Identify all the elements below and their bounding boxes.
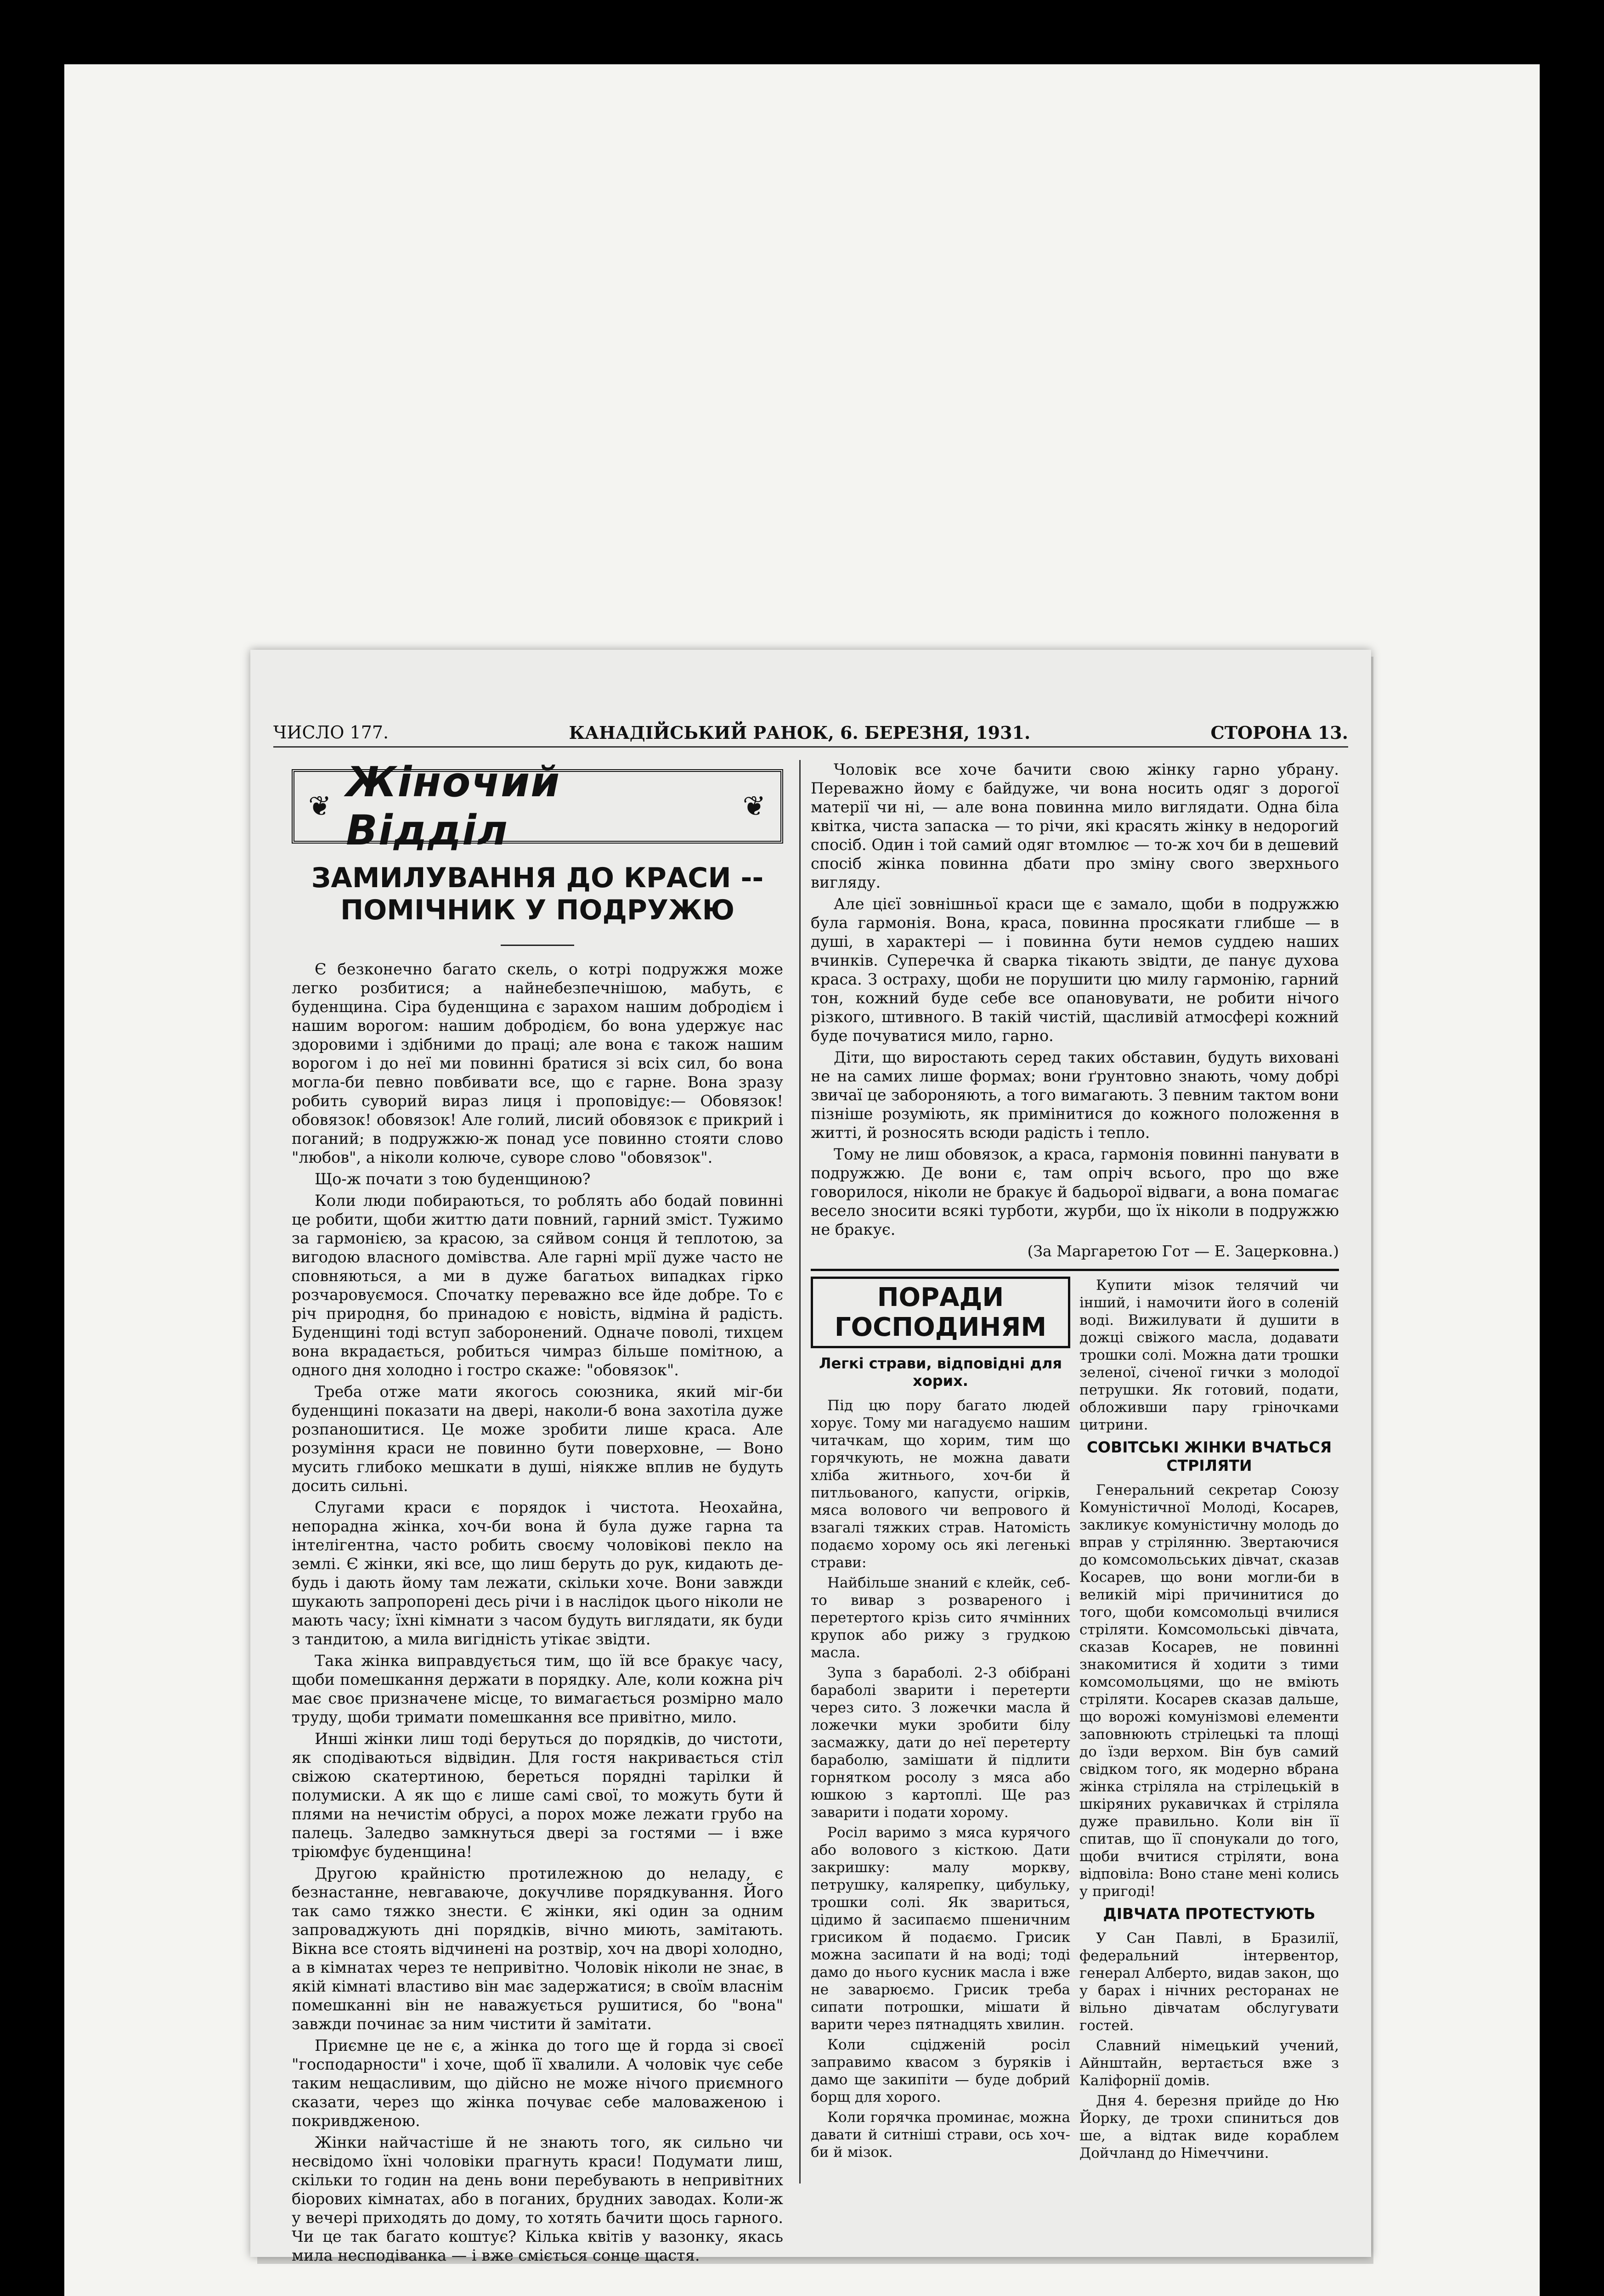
news-paragraph: Славний німецький учений, Айнштайн, вертається вже з Каліфорнії домів. <box>1079 2037 1339 2089</box>
article-paragraph: Що-ж почати з тою буденщиною? <box>315 1170 591 1188</box>
article-paragraph: Коли люди побираються, то роблять або бодай повинні це робити, щоби життю дати повний, гарний зміст. Тужимо за гармонією, за красою, за сяйвом сонця й теплотою, за вигодою власного домівства. Але гарні мрії дуже часто не сповняються, а ми в дуже багатьох випадках гірко розчаровуємося. Спочатку переважно все йде добре. То є річ природня, бо принадою є новість, відміна й радість. Буденщині тоді вступ заборонений. Одначе поволі, тихцем вона вкрадається, робиться чимраз більше помітною, а одного дня холодно і гостро скаже: "обовязок". <box>292 1192 783 1379</box>
article-paragraph: Діти, що виростають серед таких обставин, будуть виховані не на самих лише формах; вони ґрунтовно знають, чому добрі звичаї це забороняють, а того вимагають. З певним тактом вони пізніше розуміють, як примінитися до кожного положення в житті, й розносять всюди радість і тепло. <box>811 1048 1339 1142</box>
right-column <box>811 760 1339 2165</box>
section-divider <box>811 1269 1339 1271</box>
section-banner-title: Жіночий Відділ <box>346 758 561 855</box>
page-number: СТОРОНА 13. <box>1210 722 1348 743</box>
news-paragraph: Дня 4. березня прийде до Ню Йорку, де трохи спиниться дов ше, а відтак виде кораблем Дойчланд до Німеччини. <box>1079 2093 1339 2161</box>
newspaper-page <box>250 650 1371 2264</box>
article-title: ЗАМИЛУВАННЯ ДО КРАСИ -- ПОМІЧНИК У ПОДРУЖЮ <box>311 862 764 926</box>
paper-dateline: КАНАДІЙСЬКИЙ РАНОК, 6. БЕРЕЗНЯ, 1931. <box>569 722 1031 743</box>
advice-paragraph: Коли сцідженій росіл заправимо квасом з буряків і дамо ще закипіти — буде добрий борщ для хорого. <box>811 2037 1070 2105</box>
issue-number: ЧИСЛО 177. <box>273 722 389 743</box>
running-header <box>273 719 1348 748</box>
advice-paragraph: Купити мізок телячий чи інший, і намочити його в соленій воді. Вижилувати й душити в дожці свіжого масла, додавати трошки солі. Можна дати трошки зеленої, січеної гички з молодої петрушки. Як готовий, подати, обложивши пару гріночками цитрини. <box>1079 1277 1339 1433</box>
article-paragraph: Але цієї зовнішньої краси ще є замало, щоби в подружжю була гармонія. Вона, краса, повинна просякати глибше — в душі, в характері — і повинна бути немов суддею наших вчинків. Суперечка й сварка тікають звідти, де панує духова краса. З остраху, щоби не порушити цю милу гармонію, гарний тон, кожний буде себе все опановувати, не робити нічого різкого, штивного. В такій чистій, щасливій атмосфері кожний буде почуватися мило, гарно. <box>811 895 1339 1045</box>
article-signature: (За Маргаретою Гот — Е. Зацерковна.) <box>1027 1242 1339 1260</box>
article-paragraph: Чоловік все хоче бачити свою жінку гарно убрану. Переважно йому є байдуже, чи вона носить одяг з дорогої матерії чи ні, — але вона повинна мило виглядати. Одна біла квітка, чиста запаска — то річи, які красять жінку в недорогий спосіб. Один і той самий одяг втомлює — то-ж хоч би в дешевий спосіб жінка повинна дбати про зміну свого зверхнього вигляду. <box>811 760 1339 891</box>
advice-paragraph: Росіл варимо з мяса курячого або волового з кісткою. Дати закришку: малу моркву, петрушку, калярепку, цибульку, трошки солі. Як звариться, цідимо й засипаємо пшеничним грисиком й подаємо. Грисик можна засипати й на воді; тоді дамо до нього кусник масла і вже не заварюємо. Грисик треба сипати потрошки, мішати й варити через пятнадцять хвилин. <box>811 1824 1070 2033</box>
article-paragraph: Така жінка виправдується тим, що їй все бракує часу, щоби помешкання держати в порядку. Але, коли кожна річ має своє призначене місце, то вимагається розмірно мало труду, щоби тримати помешкання все привітно, мило. <box>292 1652 783 1726</box>
article-paragraph: Треба отже мати якогось союзника, який міг-би буденщині показати на двері, наколи-б вона захотіла дуже розпаношитися. Це може зробити лише краса. Але розуміння краси не повинно бути поверховне, — Воно мусить глибоко мешкати в душі, ніякже вплив не будуть досить сильні. <box>292 1383 783 1495</box>
article-paragraph: Жінки найчастіше й не знають того, як сильно чи несвідомо їхні чоловіки прагнуть краси! Подумати лиш, скільки то годин на день вони перебувають в непривітних біорових кімнатах, або в поганих, брудних заводах. Коли-ж у вечері приходять до дому, то хотять бачити щось гарного. Чи це так багато коштує? Кілька квітів у вазонку, якась мила несподіванка — і вже сміється сонце щастя. <box>292 2133 783 2264</box>
advice-paragraph: Найбільше знаний є клейк, себ-то вивар з розвареного і перетертого крізь сито ячмінних крупок або рижу з грудкою масла. <box>811 1575 1070 1661</box>
article-paragraph: Приємне це не є, а жінка до того ще й горда зі своєї "господарности" і хоче, щоб її хвалили. А чоловік чує себе таким нещасливим, що дійсно не може нічого приємного сказати, через що жінка почуває себе маловаженою і покривдженою. <box>292 2037 783 2130</box>
advice-title: ПОРАДИ ГОСПОДИНЯМ <box>811 1277 1070 1348</box>
soviet-women-title: СОВІТСЬКІ ЖІНКИ ВЧАТЬСЯ СТРІЛЯТИ <box>1086 1438 1332 1474</box>
left-column <box>292 758 783 2264</box>
article-paragraph: Инші жінки лиш тоді беруться до порядків, до чистоти, як сподіваються відвідин. Для гостя накривається стіл свіжою скатертиною, береться порядні тарілки й полумиски. А як що є лише самі свої, то можуть бути й плями на нечистім обрусі, а порох може лежати грубо на палець. Заледво замкнуться двері за гостями — і вже тріюмфує буденщина! <box>292 1730 783 1861</box>
column-rule <box>799 760 801 2183</box>
girls-protest-title: ДІВЧАТА ПРОТЕСТУЮТЬ <box>1103 1905 1316 1923</box>
ornament-left-icon: ❦ <box>308 790 333 822</box>
advice-paragraph: Під цю пору багато людей хорує. Тому ми нагадуємо нашим читачкам, що хорим, тим що горячкують, не можна давати хліба житнього, хоч-би й питльованого, капусти, огірків, мяса воловогo чи вепрового й взагалі тяжких страв. Натомість подаємо хорому ось які легенькі страви: <box>811 1397 1070 1571</box>
title-divider <box>501 945 574 946</box>
advice-column <box>811 1277 1070 2165</box>
advice-paragraph: Коли горячка проминає, можна давати й ситніші страви, ось хоч-би й мізок. <box>811 2109 1070 2161</box>
lower-columns <box>811 1277 1339 2165</box>
advice-subtitle: Легкі страви, відповідні для хорих. <box>819 1355 1062 1390</box>
news-paragraph: У Сан Павлі, в Бразилії, федеральний інтервентор, генерал Алберто, видав закон, що у барах і нічних ресторанах не вільно дівчатам обслугувати гостей. <box>1079 1930 1339 2034</box>
advice-paragraph: Зупа з бараболі. 2-3 обібрані бараболі зварити і перетерти через сито. З ложечки масла й ложечки муки зробити білу засмажку, дати до неї перетерту бараболю, замішати й підлити горнятком росолу з мяса або юшкою з картоплі. Ще раз заварити і подати хорому. <box>811 1665 1070 1821</box>
ornament-right-icon: ❦ <box>742 790 767 822</box>
news-paragraph: Генеральний секретар Союзу Комуністичної Молоді, Косарев, закликує комуністичну молодь до вправ у стрілянню. Звертаючися до комсомольських дівчат, сказав Косарев, що вони могли-би в великій мірі причинитися до того, щоби комсомольці вчилися стріляти. Комсомольські дівчата, сказав Косарев, не повинні знакомитися й ходити з тими комсомольцями, що не вміють стріляти. Косарев сказав дальше, що ворожі комунізмові елементи заповнюють стрілецькі та площі до їзди верхом. Він був самий свідком того, як модерно вбрана жінка стріляла на стрілецькій в шкіряних рукавичках й стріляла дуже правильно. Коли він її спитав, що її спонукали до того, щоби вчитися стріляти, вона відповіла: Воно стане мені колись у пригоді! <box>1079 1482 1339 1900</box>
article-paragraph: Тому не лиш обовязок, а краса, гармонія повинні панувати в подружжю. Де вони є, там опріч всього, про що вже говорилося, ніколи не бракує й бадьорої відваги, а вона помагає весело зносити всякі турботи, журби, що їх ніколи в подружжю не бракує. <box>811 1145 1339 1238</box>
article-paragraph: Другою крайністю протилежною до неладу, є безнастанне, невгаваюче, докучливе порядкування. Його так само тяжко знести. Є жінки, які один за одним запроваджують дні порядків, вічно миють, замітають. Вікна все стоять відчинені на розтвір, хоч на дворі холодно, а в кімнатах через те непривітно. Чоловік ніколи не знає, в якій кімнаті властиво він має задержатися; в своїм власнім помешканні він не наважується рушитися, бо "вона" завжди починає за ним чистити й замітати. <box>292 1864 783 2033</box>
section-banner <box>292 758 783 855</box>
article-paragraph: Слугами краси є порядок і чистота. Неохайна, непорадна жінка, хоч-би вона й була дуже гарна та інтелігентна, часто робить своєму чоловікові пекло на землі. Є жінки, які все, що лиш беруть до рук, кидають де-будь і дають йому там лежати, скільки хоче. Вони завжди шукають запропорені десь річи і в наслідок цього ніколи не мають часу; їхні кімнати з часом будуть виглядати, як буди з тандитою, а мила вигідність утікає звідти. <box>292 1498 783 1648</box>
article-paragraph: Є безконечно багато скель, о котрі подружжя може легко розбитися; а найнебезпечнішою, мабуть, є буденщина. Сіра буденщина є зарахом нашим добродієм і нашим ворогом: нашим добродієм, бо вона удержує нас здоровими і здібними до праці; але вона є також нашим ворогом і до неї ми повинні братися зі всіх сил, бо вона могла-би певно повбивати все, що є гарне. Вона зразу робить суворий вираз лиця і проповідує:— Обовязок! обовязок! обовязок! Але голий, лисий обовязок є прикрий і поганий; в подружжю-ж понад усе повинно стояти слово "любов", а ніколи колюче, суворе слово "обовязок". <box>292 960 783 1166</box>
news-column <box>1079 1277 1339 2165</box>
